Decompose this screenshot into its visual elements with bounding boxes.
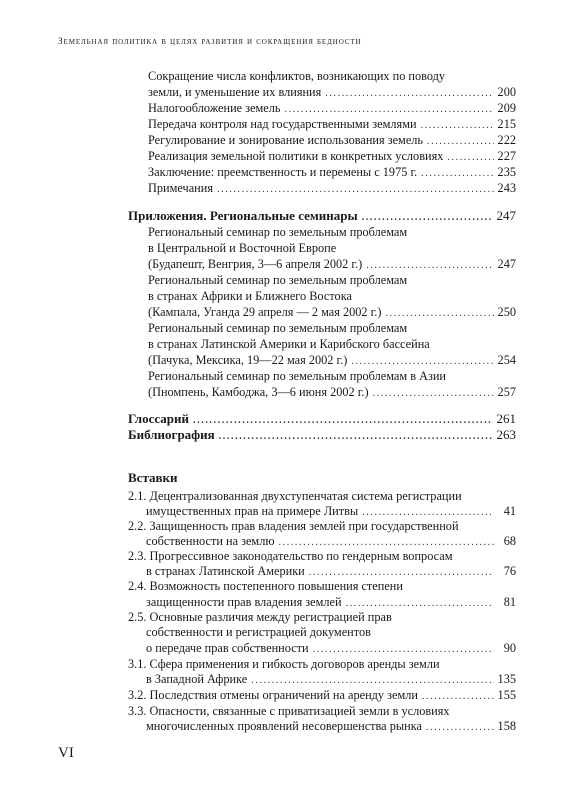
toc-page: 209 — [497, 101, 516, 115]
toc-page: 158 — [497, 719, 516, 733]
toc-line — [146, 594, 516, 610]
toc-line — [148, 164, 516, 180]
toc-line — [148, 352, 516, 368]
toc-line — [128, 208, 516, 224]
toc-line — [148, 84, 516, 100]
toc-line — [128, 488, 516, 504]
toc-text: Реализация земельной политики в конкретных условиях — [148, 149, 444, 163]
toc-page: 76 — [503, 564, 516, 578]
toc-text: имущественных прав на примере Литвы — [146, 504, 359, 518]
toc-text: 2.3. Прогрессивное законодательство по гендерным вопросам — [128, 549, 453, 563]
toc-text: в Западной Африке — [146, 672, 248, 686]
toc-page: 261 — [496, 411, 516, 426]
toc-text: (Пномпень, Камбоджа, 3—6 июня 2002 г.) — [148, 385, 369, 399]
toc-text: 2.1. Децентрализованная двухступенчатая система регистрации — [128, 489, 462, 503]
toc-text: в странах Латинской Америки и Карибского бассейна — [148, 337, 430, 351]
toc-text: 2.2. Защищенность прав владения землей при государственной — [128, 519, 459, 533]
toc-text: Примечания — [148, 181, 214, 195]
toc-line — [148, 68, 483, 84]
toc-line — [148, 256, 516, 272]
toc-line — [148, 116, 516, 132]
toc-text: (Пачука, Мексика, 19—22 мая 2002 г.) — [148, 353, 348, 367]
toc-line — [148, 288, 483, 304]
toc-line — [128, 703, 516, 719]
toc-text: Заключение: преемственность и перемены с 1975 г. — [148, 165, 418, 179]
toc-line — [128, 427, 516, 443]
toc-page: 243 — [497, 181, 516, 195]
toc-page: 155 — [497, 688, 516, 702]
toc-text: в странах Африки и Ближнего Востока — [148, 289, 352, 303]
toc-page: 247 — [497, 257, 516, 271]
leader-dots — [373, 386, 494, 402]
toc-text: в Центральной и Восточной Европе — [148, 241, 337, 255]
toc-text: Приложения. Региональные семинары — [128, 208, 358, 223]
toc-line — [148, 240, 483, 256]
toc-page: 41 — [503, 504, 516, 518]
toc-page: 257 — [497, 385, 516, 399]
toc-text: Глоссарий — [128, 411, 190, 426]
toc-line — [146, 640, 516, 656]
toc-line — [148, 320, 483, 336]
toc-text: о передаче прав собственности — [146, 641, 309, 655]
leader-dots — [217, 182, 494, 198]
toc-line — [128, 656, 516, 672]
toc-text: Передача контроля над государственными землями — [148, 117, 417, 131]
toc-line — [146, 533, 516, 549]
page-number: VI — [58, 745, 74, 761]
toc-page: 263 — [496, 427, 516, 442]
toc-line — [148, 132, 516, 148]
leader-dots — [426, 720, 494, 736]
toc-page: 68 — [503, 534, 516, 548]
toc-page: 235 — [497, 165, 516, 179]
toc-text: Вставки — [128, 470, 178, 485]
toc-line — [148, 272, 483, 288]
toc-page: 247 — [496, 208, 516, 223]
toc-text: в странах Латинской Америки — [146, 564, 305, 578]
toc-line — [146, 624, 516, 640]
toc-line — [148, 368, 483, 384]
toc-text: Региональный семинар по земельным проблемам — [148, 321, 408, 335]
toc-page: 215 — [497, 117, 516, 131]
toc-line — [128, 548, 516, 564]
toc-text: многочисленных проявлений несовершенства рынка — [146, 719, 422, 733]
toc-text: Региональный семинар по земельным проблемам — [148, 225, 408, 239]
toc-text: земли, и уменьшение их влияния — [148, 85, 322, 99]
toc-line — [148, 304, 516, 320]
toc-line — [146, 503, 516, 519]
toc-line — [148, 148, 516, 164]
toc-text: Регулирование и зонирование использования земель — [148, 133, 424, 147]
toc-text: защищенности прав владения землей — [146, 595, 342, 609]
toc-line — [148, 180, 516, 196]
toc-line — [148, 336, 483, 352]
toc-text: Налогообложение земель — [148, 101, 281, 115]
toc-text: 3.1. Сфера применения и гибкость договоров аренды земли — [128, 657, 440, 671]
toc-text: 2.4. Возможность постепенного повышения степени — [128, 579, 403, 593]
toc-line — [128, 609, 516, 625]
toc-line — [128, 411, 516, 427]
section-heading — [128, 470, 428, 486]
toc-line — [148, 384, 516, 400]
toc-line — [146, 718, 516, 734]
running-head: Земельная политика в целях развития и сокращения бедности — [58, 37, 362, 47]
toc-page: 227 — [497, 149, 516, 163]
toc-line — [146, 671, 516, 687]
leader-dots — [219, 429, 493, 445]
toc-text: Региональный семинар по земельным проблемам — [148, 273, 408, 287]
toc-text: Сокращение числа конфликтов, возникающих по поводу — [148, 69, 446, 83]
toc-page: 222 — [497, 133, 516, 147]
toc-line — [148, 100, 516, 116]
toc-page: 250 — [497, 305, 516, 319]
toc-text: (Кампала, Уганда 29 апреля — 2 мая 2002 г.) — [148, 305, 382, 319]
toc-line — [128, 518, 516, 534]
toc-text: собственности на землю — [146, 534, 275, 548]
toc-text: собственности и регистрацией документов — [146, 625, 371, 639]
toc-text: Библиография — [128, 427, 215, 442]
toc-text: (Будапешт, Венгрия, 3—6 апреля 2002 г.) — [148, 257, 363, 271]
toc-line — [146, 563, 516, 579]
toc-page: 90 — [503, 641, 516, 655]
toc-text: Региональный семинар по земельным проблемам в Азии — [148, 369, 447, 383]
toc-page: 135 — [497, 672, 516, 686]
toc-page: 81 — [503, 595, 516, 609]
toc-line — [148, 224, 483, 240]
toc-page: 200 — [497, 85, 516, 99]
toc-text: 3.3. Опасности, связанные с приватизацией земли в условиях — [128, 704, 450, 718]
toc-text: 2.5. Основные различия между регистрацией прав — [128, 610, 392, 624]
toc-page: 254 — [497, 353, 516, 367]
toc-text: 3.2. Последствия отмены ограничений на аренду земли — [128, 688, 418, 702]
toc-line — [128, 687, 516, 703]
toc-line — [128, 578, 516, 594]
